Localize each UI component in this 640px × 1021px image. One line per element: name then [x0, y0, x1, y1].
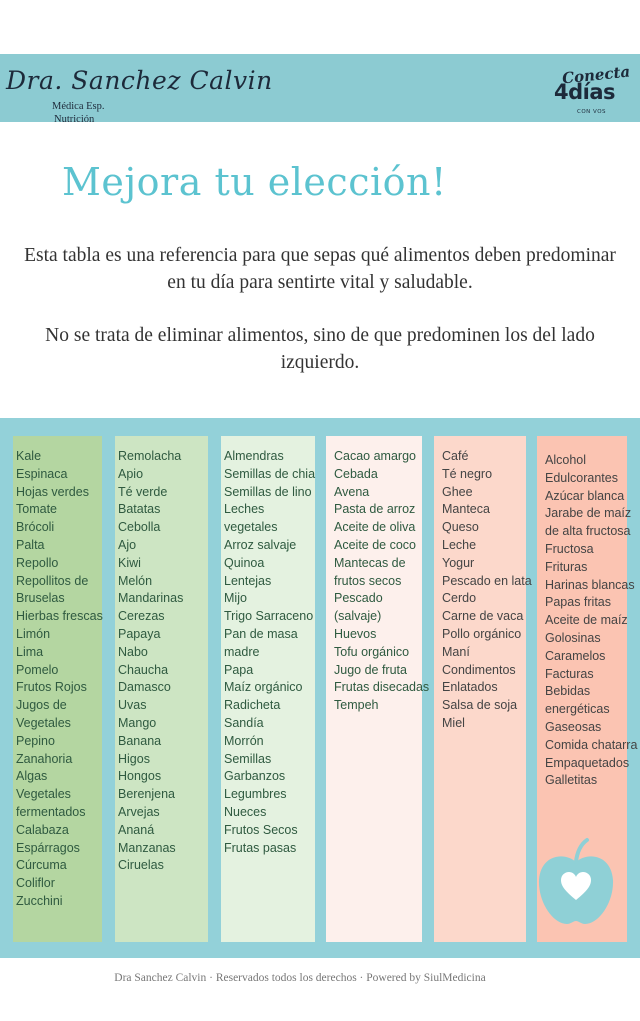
food-item: Hierbas frescas	[16, 609, 103, 624]
food-item: Nabo	[118, 644, 148, 659]
food-item: Frituras	[545, 559, 588, 574]
food-item: Remolacha	[118, 449, 182, 463]
food-item: madre	[224, 644, 260, 659]
food-item: Cacao amargo	[334, 449, 416, 463]
food-item: Arvejas	[118, 804, 160, 819]
food-item: Aceite de coco	[334, 537, 416, 552]
food-item: Bruselas	[16, 591, 65, 606]
food-item: Palta	[16, 537, 45, 552]
food-item: Sandía	[224, 715, 264, 730]
page-title: Mejora tu elección!	[62, 160, 447, 204]
food-item: Melón	[118, 573, 153, 588]
food-item: Condimentos	[442, 662, 516, 677]
food-item: Damasco	[118, 680, 171, 695]
food-item: Vegetales	[16, 715, 71, 730]
food-column-1	[13, 436, 102, 942]
food-item: frutos secos	[334, 573, 402, 588]
food-item: Frutos Rojos	[16, 680, 87, 695]
food-item: Limón	[16, 626, 51, 641]
food-column-4	[326, 436, 430, 942]
apple-heart-icon	[535, 838, 617, 928]
food-item: Almendras	[224, 449, 284, 463]
food-item: Mandarinas	[118, 591, 184, 606]
food-item: Chaucha	[118, 662, 169, 677]
food-item: Aceite de maíz	[545, 613, 628, 628]
food-item: Caramelos	[545, 648, 606, 663]
food-item: Zucchini	[16, 893, 63, 908]
food-item: Morrón	[224, 733, 264, 748]
food-column-5	[434, 436, 532, 942]
conecta-logo-line3: CON VOS	[577, 109, 607, 115]
food-item: Papa	[224, 662, 254, 677]
brand-logo	[6, 64, 273, 125]
food-item: Ajo	[118, 537, 137, 552]
conecta-logo-line2: 4días	[554, 80, 616, 104]
food-item: Espinaca	[16, 466, 68, 481]
brand-subtitle-specialty: Médica Esp.	[52, 101, 105, 112]
food-item: Salsa de soja	[442, 698, 518, 713]
food-item: Gaseosas	[545, 719, 602, 734]
food-item: Tofu orgánico	[334, 644, 410, 659]
food-item: Carne de vaca	[442, 609, 524, 624]
food-item: Garbanzos	[224, 769, 286, 784]
food-item: Maní	[442, 644, 470, 659]
food-item: Calabaza	[16, 822, 69, 837]
food-item: Leche	[442, 537, 477, 552]
food-item: Legumbres	[224, 787, 287, 802]
food-item: Pollo orgánico	[442, 626, 522, 641]
food-item: Higos	[118, 751, 150, 766]
header-banner	[0, 54, 640, 125]
food-item: Coliflor	[16, 876, 55, 891]
food-item: Cúrcuma	[16, 858, 67, 873]
food-item: Jugos de	[16, 698, 67, 713]
food-item: Té verde	[118, 484, 168, 499]
food-item: de alta fructosa	[545, 524, 631, 539]
food-item: (salvaje)	[334, 609, 382, 624]
food-column-3	[221, 436, 315, 942]
food-item: Maíz orgánico	[224, 680, 303, 695]
food-item: Pescado	[334, 591, 383, 606]
food-item: Golosinas	[545, 630, 601, 645]
food-item: Ananá	[118, 822, 155, 837]
food-item: Pomelo	[16, 662, 59, 677]
conecta-logo	[552, 62, 632, 118]
food-item: Pepino	[16, 733, 55, 748]
food-item: Mijo	[224, 591, 247, 606]
food-item: Zanahoria	[16, 751, 73, 766]
food-item: Quinoa	[224, 555, 265, 570]
footer-text: Dra Sanchez Calvin · Reservados todos los derechos · Powered by SiulMedicina	[114, 972, 486, 984]
food-item: Banana	[118, 733, 162, 748]
food-item: Mantecas de	[334, 555, 406, 570]
conecta-logo-line1: Conecta	[561, 62, 631, 88]
intro-paragraph: Esta tabla es una referencia para que sepas qué alimentos deben predominar en tu día para sentirte vital y saludable.	[24, 245, 616, 293]
food-item: Azúcar blanca	[545, 488, 625, 503]
food-item: Repollo	[16, 555, 59, 570]
food-item: Hongos	[118, 769, 162, 784]
food-item: Café	[442, 449, 469, 463]
food-item: Vegetales	[16, 787, 71, 802]
food-item: Repollitos de	[16, 573, 89, 588]
food-item: Huevos	[334, 626, 377, 641]
food-item: Pasta de arroz	[334, 502, 416, 517]
food-item: Uvas	[118, 698, 147, 713]
food-item: Aceite de oliva	[334, 520, 416, 535]
food-item: Kiwi	[118, 555, 141, 570]
food-item: Alcohol	[545, 453, 586, 467]
food-item: Tempeh	[334, 698, 379, 713]
note-paragraph: No se trata de eliminar alimentos, sino de que predominen los del lado izquierdo.	[45, 325, 595, 373]
food-item: Harinas blancas	[545, 577, 635, 592]
food-item: Yogur	[442, 555, 475, 570]
food-item: Enlatados	[442, 680, 498, 695]
food-item: Lima	[16, 644, 44, 659]
food-item: Mango	[118, 715, 157, 730]
food-item: Lentejas	[224, 573, 272, 588]
food-item: Cebolla	[118, 520, 161, 535]
food-item: Cerezas	[118, 609, 165, 624]
food-item: Papas fritas	[545, 595, 612, 610]
food-item: Frutas pasas	[224, 840, 297, 855]
food-item: vegetales	[224, 520, 278, 535]
food-item: Pescado en lata	[442, 573, 532, 588]
food-item: Manteca	[442, 502, 490, 517]
food-item: Cebada	[334, 466, 378, 481]
food-column-2	[115, 436, 208, 942]
food-item: Facturas	[545, 666, 594, 681]
food-item: Semillas de chia	[224, 466, 316, 481]
food-item: Manzanas	[118, 840, 176, 855]
food-item: Frutas disecadas	[334, 680, 430, 695]
food-item: Avena	[334, 484, 370, 499]
food-item: Berenjena	[118, 787, 175, 802]
food-item: Comida chatarra	[545, 737, 638, 752]
food-item: Papaya	[118, 626, 161, 641]
food-item: Edulcorantes	[545, 470, 618, 485]
food-item: Semillas	[224, 751, 272, 766]
food-item: Ciruelas	[118, 858, 164, 873]
brand-subtitle-field: Nutrición	[54, 114, 95, 125]
food-item: Ghee	[442, 484, 473, 499]
food-item: Fructosa	[545, 541, 594, 556]
food-item: Tomate	[16, 502, 57, 517]
food-item: Bebidas	[545, 684, 591, 699]
food-item: Espárragos	[16, 840, 80, 855]
food-item: Brócoli	[16, 520, 55, 535]
food-item: Galletitas	[545, 773, 598, 788]
food-item: Batatas	[118, 502, 161, 517]
food-item: Nueces	[224, 804, 267, 819]
food-item: Pan de masa	[224, 626, 298, 641]
food-item: Frutos Secos	[224, 822, 298, 837]
food-item: Algas	[16, 769, 48, 784]
food-item: Jugo de fruta	[334, 662, 407, 677]
food-item: energéticas	[545, 702, 610, 717]
food-item: Trigo Sarraceno	[224, 609, 314, 624]
food-item: Radicheta	[224, 698, 281, 713]
food-item: Kale	[16, 449, 42, 463]
food-item: Té negro	[442, 466, 493, 481]
food-item: Leches	[224, 502, 265, 517]
food-item: Hojas verdes	[16, 484, 89, 499]
food-item: fermentados	[16, 804, 86, 819]
food-item: Empaquetados	[545, 755, 630, 770]
food-item: Miel	[442, 715, 465, 730]
food-item: Arroz salvaje	[224, 537, 297, 552]
food-item: Apio	[118, 466, 144, 481]
food-item: Semillas de lino	[224, 484, 312, 499]
brand-signature: Dra. Sanchez Calvin	[6, 66, 273, 95]
food-item: Queso	[442, 520, 479, 535]
food-item: Jarabe de maíz	[545, 506, 632, 521]
food-item: Cerdo	[442, 591, 477, 606]
